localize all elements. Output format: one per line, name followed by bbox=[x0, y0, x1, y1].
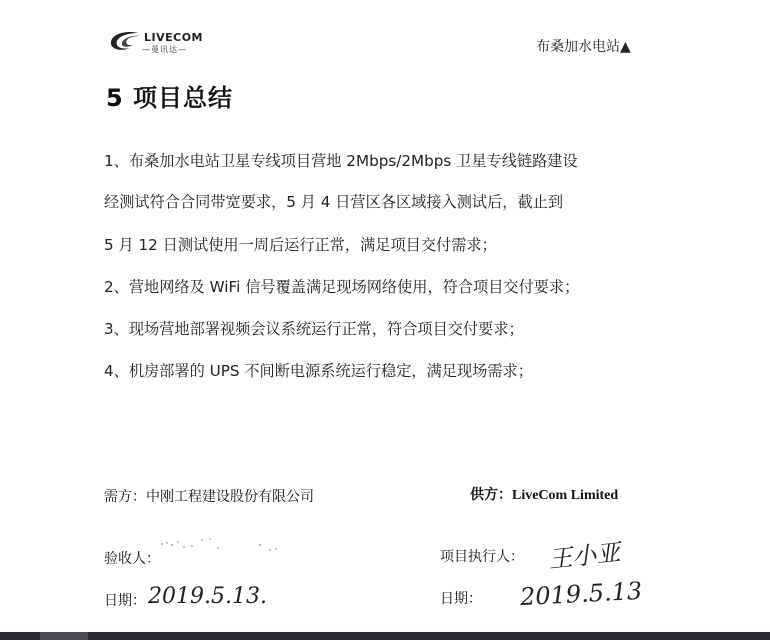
acceptor-label: 验收人： bbox=[104, 552, 160, 567]
bottom-taskbar bbox=[0, 632, 770, 640]
date-label-right: 日期： bbox=[440, 592, 482, 607]
summary-line-3: 5 月 12 日测试使用一周后运行正常，满足项目交付需求； bbox=[104, 236, 497, 254]
logo-brand-cn: —曼讯达— bbox=[142, 45, 187, 54]
demand-party: 需方：中刚工程建设股份有限公司 bbox=[104, 490, 314, 505]
summary-line-6: 4、机房部署的 UPS 不间断电源系统运行稳定，满足现场需求； bbox=[104, 362, 533, 380]
livecom-swoosh-icon bbox=[108, 30, 142, 54]
summary-line-4: 2、营地网络及 WiFi 信号覆盖满足现场网络使用，符合项目交付要求； bbox=[104, 278, 580, 296]
acceptor-signature-marks bbox=[158, 536, 288, 556]
date-value-left: 2019.5.13. bbox=[148, 584, 267, 609]
taskbar-segment[interactable] bbox=[40, 632, 88, 640]
section-title: 5 项目总结 bbox=[106, 84, 234, 112]
summary-line-1: 1、布桑加水电站卫星专线项目营地 2Mbps/2Mbps 卫星专线链路建设 bbox=[104, 152, 578, 170]
date-value-right: 2019.5.13 bbox=[519, 576, 643, 612]
station-header: 布桑加水电站▲ bbox=[536, 39, 631, 55]
logo-brand-text: LIVECOM bbox=[144, 31, 203, 44]
supply-party: 供方：LiveCom Limited bbox=[470, 488, 619, 503]
executor-signature: 王小亚 bbox=[546, 538, 622, 574]
executor-label: 项目执行人： bbox=[440, 550, 524, 565]
livecom-logo bbox=[108, 30, 204, 56]
date-label-left: 日期： bbox=[104, 594, 146, 609]
summary-line-2: 经测试符合合同带宽要求，5 月 4 日营区各区域接入测试后，截止到 bbox=[104, 193, 564, 211]
summary-line-5: 3、现场营地部署视频会议系统运行正常，符合项目交付要求； bbox=[104, 320, 524, 338]
